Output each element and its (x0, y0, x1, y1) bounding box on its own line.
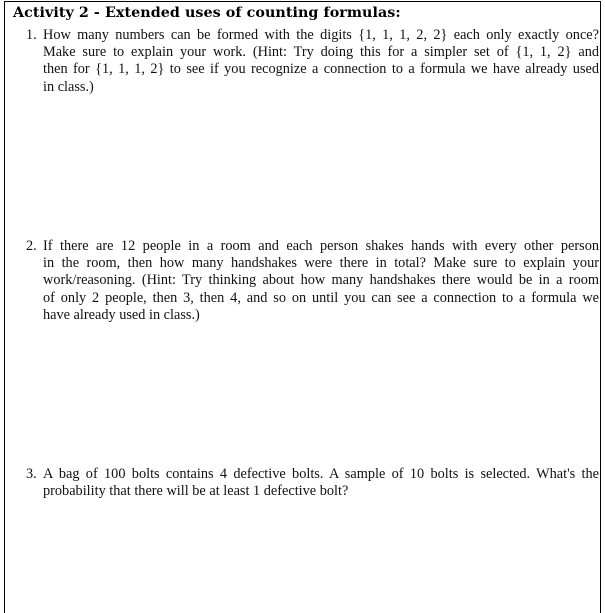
question-number: 1. (26, 27, 37, 43)
question-line: work/reasoning. (Hint: Try thinking about how many handshakes there would be in a room (43, 272, 599, 289)
question-line: in class.) (43, 78, 94, 95)
question-line: How many numbers can be formed with the digits {1, 1, 1, 2, 2} each only exactly once? (43, 27, 599, 43)
question-line: Make sure to explain your work. (Hint: Try doing this for a simpler set of {1, 1, 2} and (43, 44, 599, 61)
question-text (43, 238, 599, 324)
question-line: If there are 12 people in a room and each person shakes hands with every other person (43, 238, 599, 254)
question-line: of only 2 people, then 3, then 4, and so on until you can see a connection to a formula we (43, 289, 599, 306)
question-line: in the room, then how many handshakes were there in total? Make sure to explain your (43, 255, 599, 272)
question-text (43, 27, 599, 96)
question-text (43, 466, 599, 500)
question-line: A bag of 100 bolts contains 4 defective bolts. A sample of 10 bolts is selected. What's the (43, 466, 599, 482)
activity-title: Activity 2 - Extended uses of counting formulas: (13, 5, 401, 21)
question-number: 3. (26, 466, 37, 482)
question-number: 2. (26, 238, 37, 254)
question-line: probability that there will be at least 1 defective bolt? (43, 483, 349, 500)
question-line: then for {1, 1, 1, 2} to see if you recognize a connection to a formula we have already used (43, 61, 599, 78)
question-line: have already used in class.) (43, 306, 200, 323)
